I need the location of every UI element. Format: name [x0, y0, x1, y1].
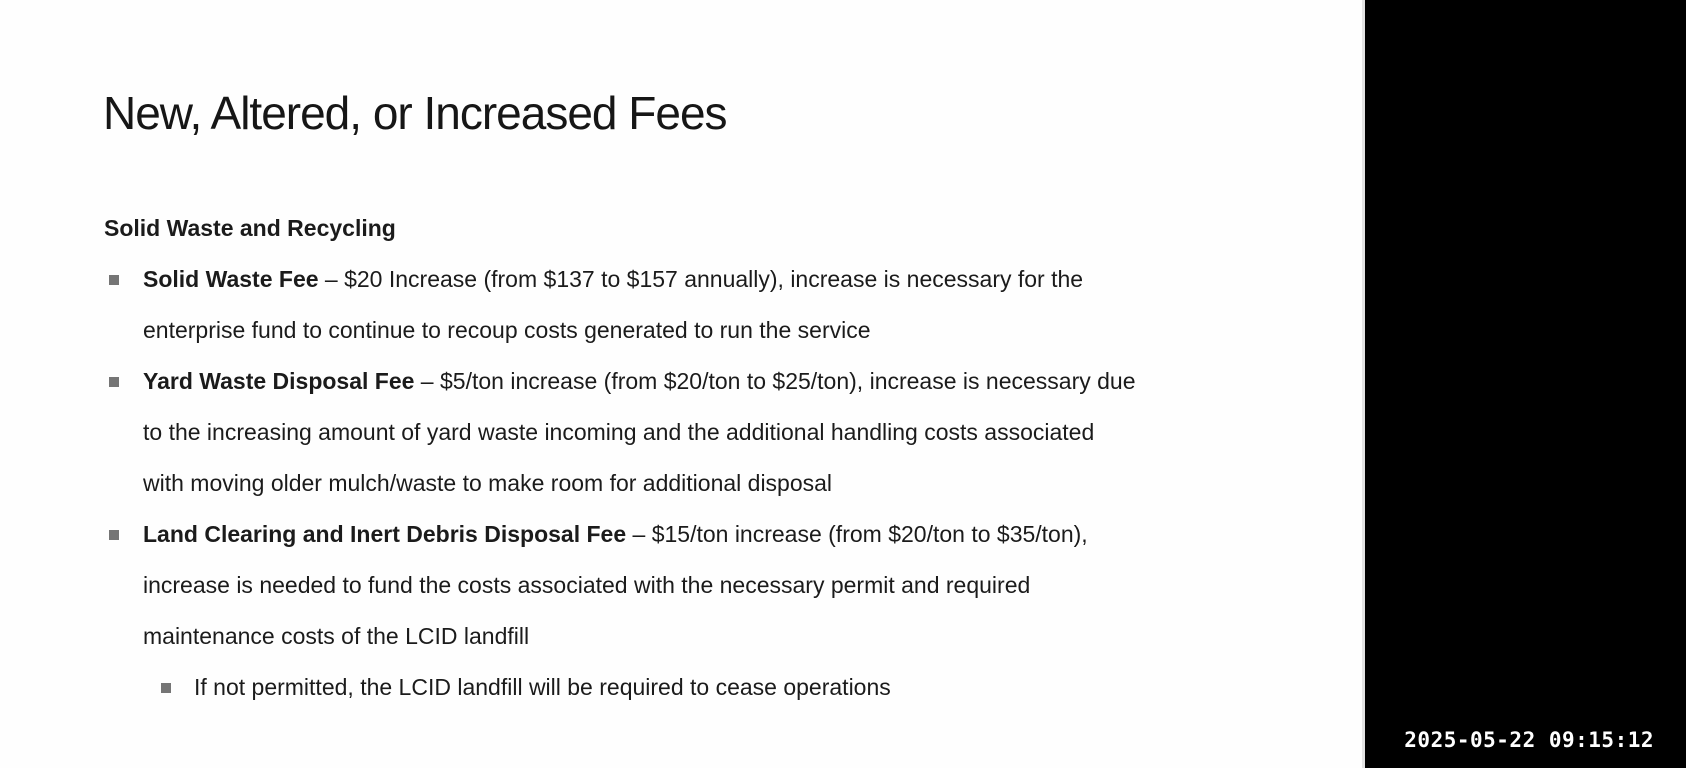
square-bullet-icon [161, 683, 171, 693]
list-item-lead-text: Land Clearing and Inert Debris Disposal Fee [143, 521, 627, 547]
list-item [104, 254, 1344, 305]
list-item-text: – $5/ton increase (from $20/ton to $25/ton), increase is necessary due [414, 368, 1136, 394]
slide-title: New, Altered, or Increased Fees [103, 87, 727, 139]
list-item-text: maintenance costs of the LCID landfill [143, 623, 530, 649]
list-item-lead-text: Yard Waste Disposal Fee [143, 368, 415, 394]
slide-body [104, 203, 1344, 713]
list-item-continuation [104, 305, 1344, 356]
list-item-text: to the increasing amount of yard waste incoming and the additional handling costs associated [143, 419, 1095, 445]
list-item-continuation [104, 407, 1344, 458]
list-item-lead-text: Solid Waste Fee [143, 266, 319, 292]
list-item-continuation [104, 611, 1344, 662]
list-item-text: If not permitted, the LCID landfill will be required to cease operations [194, 674, 891, 700]
list-item-continuation [104, 560, 1344, 611]
square-bullet-icon [109, 275, 119, 285]
list-item-text: – $20 Increase (from $137 to $157 annually), increase is necessary for the [318, 266, 1084, 292]
section-header [104, 203, 1344, 254]
list-item-continuation [104, 458, 1344, 509]
square-bullet-icon [109, 530, 119, 540]
list-item [104, 356, 1344, 407]
list-item-text: – $15/ton increase (from $20/ton to $35/ton), [626, 521, 1088, 547]
list-item-text: with moving older mulch/waste to make room for additional disposal [143, 470, 833, 496]
letterbox-panel [1365, 0, 1686, 768]
recording-timestamp: 2025-05-22 09:15:12 [1404, 728, 1654, 752]
square-bullet-icon [109, 377, 119, 387]
list-item [104, 509, 1344, 560]
list-item [104, 662, 1344, 713]
list-item-lead-text: Solid Waste and Recycling [104, 215, 396, 241]
list-item-text: enterprise fund to continue to recoup costs generated to run the service [143, 317, 871, 343]
list-item-text: increase is needed to fund the costs associated with the necessary permit and required [143, 572, 1031, 598]
